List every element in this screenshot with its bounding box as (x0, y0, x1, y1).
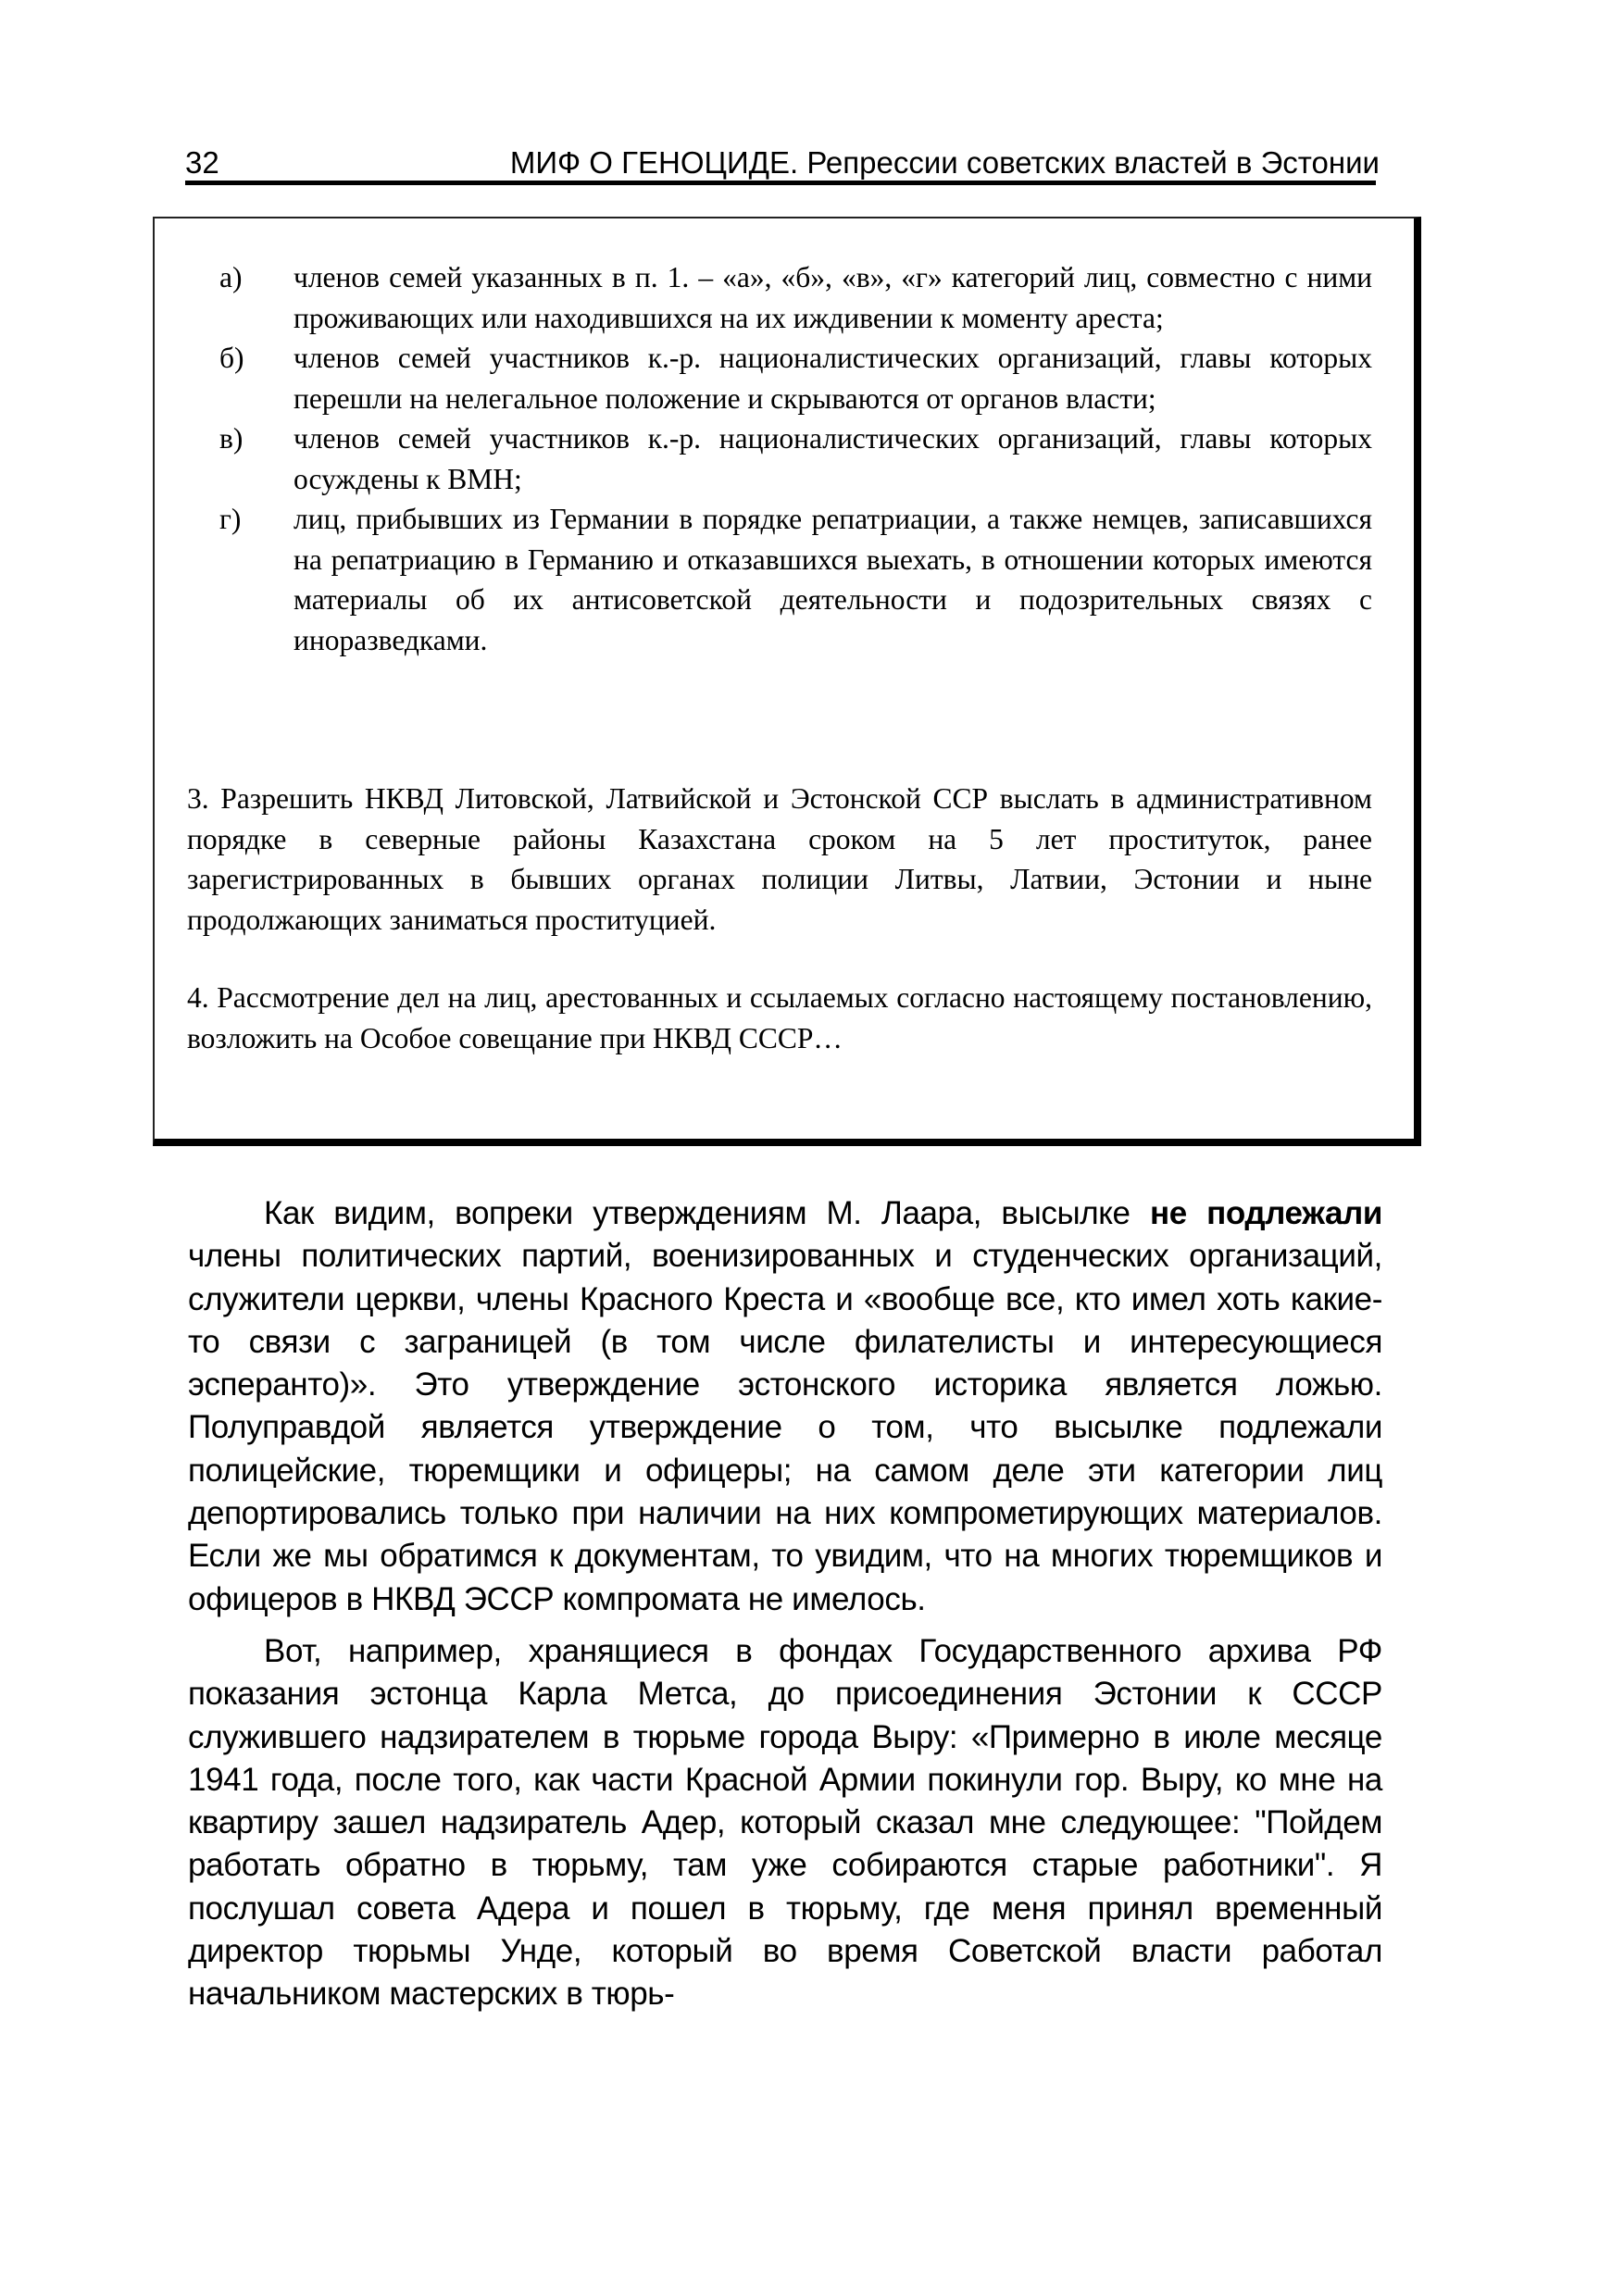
list-item-text: членов семей участников к.-р. националистических организаций, главы которых перешли на нелегальное положение и скрываются от органов власти; (294, 342, 1372, 415)
emphasized-text: не подлежали (1149, 1195, 1383, 1231)
quote-list (219, 257, 1372, 660)
quote-paragraph-3: 3. Разрешить НКВД Литовской, Латвийской и Эстонской ССР выслать в административном порядке в северные районы Казахстана сроком на 5 лет проституток, ранее зарегистрированных в бывших органах полиции Литвы, Латвии, Эстонии и ныне продолжающих заниматься проституцией. (187, 782, 1372, 936)
list-item-text: членов семей указанных в п. 1. – «а», «б», «в», «г» категорий лиц, совместно с ними проживающих или находившихся на их иждивении к моменту ареста; (294, 261, 1372, 334)
list-item-text: лиц, прибывших из Германии в порядке репатриации, а также немцев, записавшихся на репатриацию в Германию и отказавшихся выехать, в отношении которых имеются материалы об их антисоветской деятельности и подозрительных связях с иноразведками. (294, 503, 1372, 656)
header-rule (185, 181, 1376, 185)
quote-paragraph-4: 4. Рассмотрение дел на лиц, арестованных и ссылаемых согласно настоящему постановлению, возложить на Особое совещание при НКВД СССР… (187, 981, 1372, 1054)
list-marker: в) (219, 422, 244, 455)
document-quote-box (153, 217, 1421, 1146)
text-run: члены политических партий, военизированных и студенческих организаций, служители церкви, члены Красного Креста и «вообще все, кто имел хоть какие-то связи с заграницей (в том числе филателисты и интересующиеся эсперанто)». Это утверждение эстонского историка является ложью. Полуправдой является утверждение о том, что высылке подлежали полицейские, тюремщики и офицеры; на самом деле эти категории лиц депортировались только при наличии на них компрометирующих материалов. Если же мы обратимся к документам, то увидим, что на многих тюремщиков и офицеров в НКВД ЭССР компромата не имелось. (188, 1238, 1382, 1617)
list-marker: а) (219, 261, 243, 293)
body-paragraph-2: Вот, например, хранящиеся в фондах Государственного архива РФ показания эстонца Карла Метса, до присоединения Эстонии к СССР служившего надзирателем в тюрьме города Выру: «Примерно в июле месяце 1941 года, после того, как части Красной Армии покинули гор. Выру, ко мне на квартиру зашел надзиратель Адер, который сказал мне следующее: "Пойдем работать обратно в тюрьму, там уже собираются старые работники". Я послушал совета Адера и пошел в тюрьму, где меня принял временный директор тюрьмы Унде, который во время Советской власти работал начальником мастерских в тюрь- (188, 1632, 1382, 2013)
body-paragraph-1 (188, 1192, 1382, 1621)
running-title: МИФ О ГЕНОЦИДЕ. Репрессии советских властей в Эстонии (509, 145, 1380, 180)
list-marker: г) (219, 503, 242, 535)
list-item-text: членов семей участников к.-р. националистических организаций, главы которых осуждены к ВМН; (294, 422, 1372, 495)
quote-list-item (219, 418, 1372, 499)
quote-list-item (219, 257, 1372, 338)
quote-list-item (219, 499, 1372, 660)
body-text (188, 1192, 1382, 2026)
page-number: 32 (185, 145, 219, 180)
quote-list-item (219, 338, 1372, 418)
text-run: Как видим, вопреки утверждениям М. Лаара, высылке (264, 1195, 1150, 1231)
running-header (185, 134, 1380, 181)
list-marker: б) (219, 342, 244, 374)
